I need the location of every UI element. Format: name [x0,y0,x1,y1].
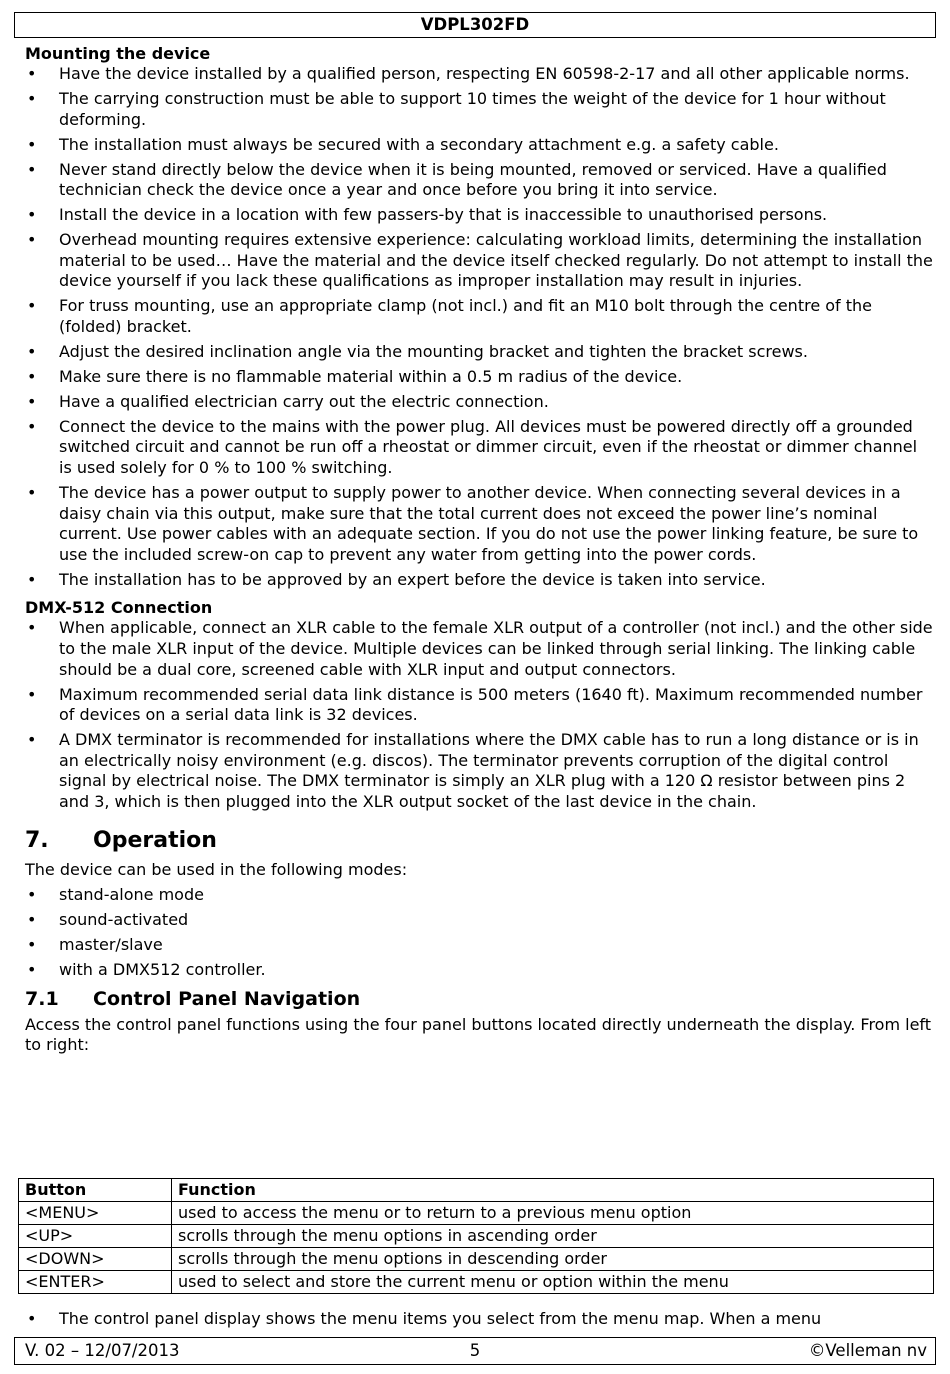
list-item: • The carrying construction must be able to support 10 times the weight of the device for 1 hour without deforming. [25,89,933,130]
list-item: • stand-alone mode [25,885,933,906]
table-cell: <DOWN> [19,1248,172,1271]
navigation-heading [25,987,933,1011]
column-header-button: Button [19,1179,172,1202]
mounting-heading: Mounting the device [25,44,211,63]
list-item: • Maximum recommended serial data link distance is 500 meters (1640 ft). Maximum recommended number of devices on a serial data link is 32 devices. [25,685,933,726]
button-function-table [18,1178,934,1294]
operation-intro: The device can be used in the following modes: [25,860,408,880]
list-item: • The control panel display shows the menu items you select from the menu map. When a menu [25,1309,933,1330]
list-item: • For truss mounting, use an appropriate clamp (not incl.) and fit an M10 bolt through the centre of the (folded) bracket. [25,296,933,337]
list-item: • Never stand directly below the device when it is being mounted, removed or serviced. Have a qualified technician check the device once a year and once before you bring it into service. [25,160,933,201]
table-row [19,1271,934,1294]
table-cell: scrolls through the menu options in ascending order [172,1225,934,1248]
operation-heading [25,828,933,854]
section-title: Operation [93,828,217,854]
section-number: 7.1 [25,987,59,1010]
modes-list [25,885,933,981]
section-title: Control Panel Navigation [93,987,361,1010]
list-item: • The installation has to be approved by an expert before the device is taken into service. [25,570,933,591]
table-cell: scrolls through the menu options in descending order [172,1248,934,1271]
navigation-intro: Access the control panel functions using the four panel buttons located directly underneath the display. From left to right: [25,1014,932,1055]
list-item: • Overhead mounting requires extensive experience: calculating workload limits, determining the installation material to be used… Have the material and the device itself checked regularly. Do not attempt to install the device yourself if you lack these qualifications as improper installation may result in injuries. [25,230,933,292]
table-cell: <UP> [19,1225,172,1248]
table-row [19,1225,934,1248]
list-item: • Connect the device to the mains with the power plug. All devices must be powered directly off a grounded switched circuit and cannot be run off a rheostat or dimmer circuit, even if the rheostat or dimmer channel is used solely for 0 % to 100 % switching. [25,417,933,479]
page-footer [14,1337,936,1365]
list-item: • When applicable, connect an XLR cable to the female XLR output of a controller (not incl.) and the other side to the male XLR input of the device. Multiple devices can be linked through serial linking. The linking cable should be a dual core, screened cable with XLR input and output connectors. [25,618,933,680]
table-row [19,1202,934,1225]
table-cell: used to access the menu or to return to a previous menu option [172,1202,934,1225]
column-header-function: Function [172,1179,934,1202]
section-number: 7. [25,828,49,854]
list-item: • Have a qualified electrician carry out the electric connection. [25,392,933,413]
table-cell: used to select and store the current menu or option within the menu [172,1271,934,1294]
table-header-row [19,1179,934,1202]
trailing-list [25,1309,933,1334]
table-row [19,1248,934,1271]
list-item: • The installation must always be secured with a secondary attachment e.g. a safety cable. [25,135,933,156]
list-item: • with a DMX512 controller. [25,960,933,981]
copyright: ©Velleman nv [808,1341,927,1360]
mounting-list [25,64,933,590]
dmx-list [25,618,933,812]
table-cell: <ENTER> [19,1271,172,1294]
page-header [14,12,936,38]
model-name: VDPL302FD [420,15,530,34]
dmx-heading: DMX-512 Connection [25,598,213,618]
page-number: 5 [469,1341,481,1360]
list-item: • Make sure there is no flammable material within a 0.5 m radius of the device. [25,367,933,388]
list-item: • sound-activated [25,910,933,931]
list-item: • Have the device installed by a qualified person, respecting EN 60598-2-17 and all other applicable norms. [25,64,933,85]
list-item: • A DMX terminator is recommended for installations where the DMX cable has to run a long distance or is in an electrically noisy environment (e.g. discos). The terminator prevents corruption of the digital control signal by electrical noise. The DMX terminator is simply an XLR plug with a 120 Ω resistor between pins 2 and 3, which is then plugged into the XLR output socket of the last device in the chain. [25,730,933,812]
version-date: V. 02 – 12/07/2013 [25,1341,180,1360]
page-content [25,44,933,1060]
list-item: • master/slave [25,935,933,956]
table-cell: <MENU> [19,1202,172,1225]
list-item: • Install the device in a location with few passers-by that is inaccessible to unauthorised persons. [25,205,933,226]
list-item: • Adjust the desired inclination angle via the mounting bracket and tighten the bracket screws. [25,342,933,363]
list-item: • The device has a power output to supply power to another device. When connecting several devices in a daisy chain via this output, make sure that the total current does not exceed the power line’s nominal current. Use power cables with an adequate section. If you do not use the power linking feature, be sure to use the included screw-on cap to prevent any water from getting into the power cords. [25,483,933,565]
